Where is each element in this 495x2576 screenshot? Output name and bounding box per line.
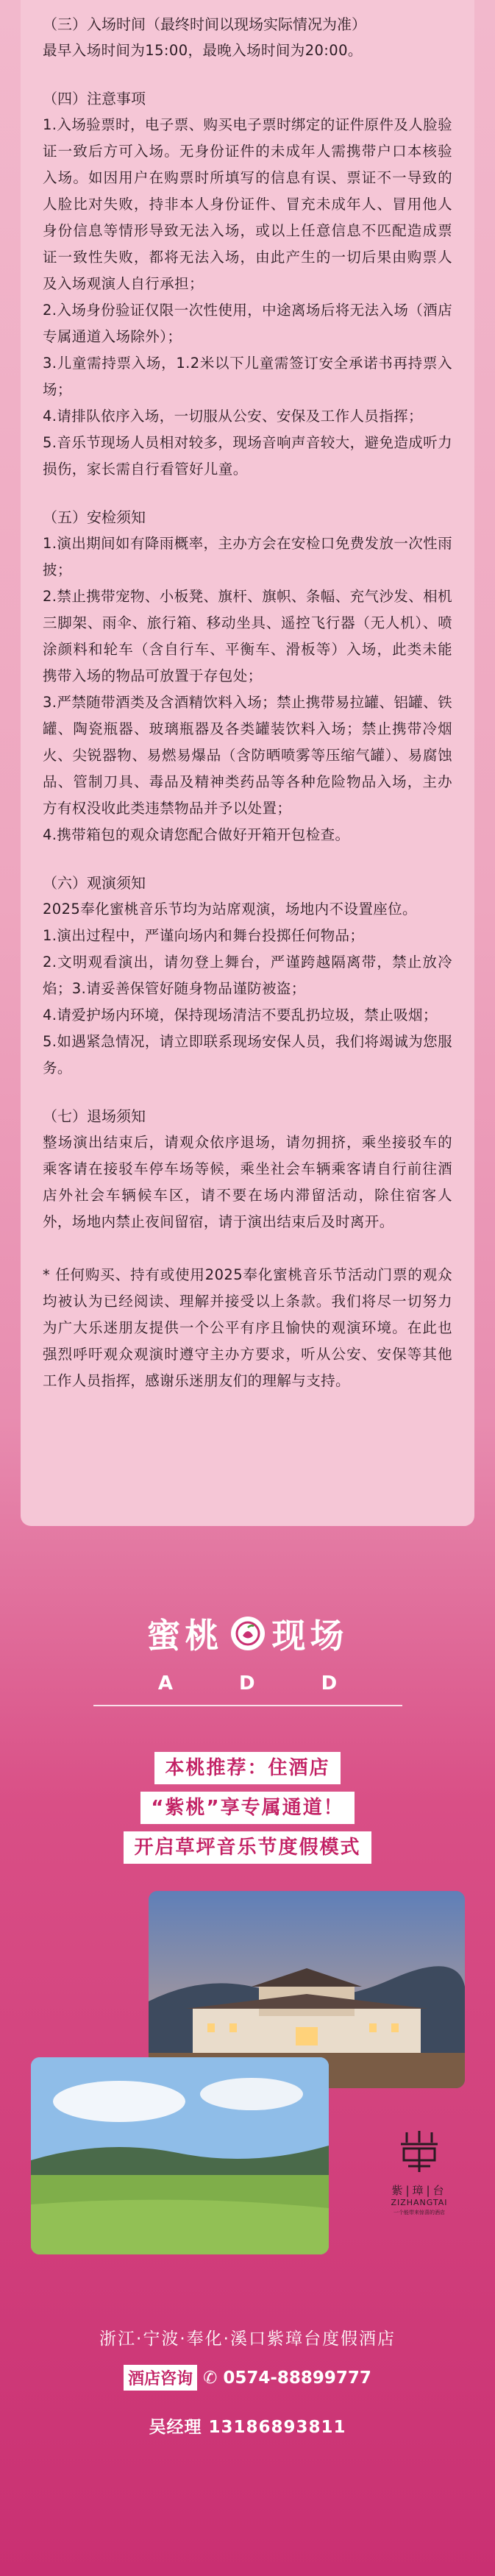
- section-paragraph: 2.禁止携带宠物、小板凳、旗杆、旗帜、条幅、充气沙发、相机三脚架、雨伞、旅行箱、移动坐具、遥控飞行器（无人机）、喷涂颜料和轮车（含自行车、平衡车、滑板等）入场，此类未能携带入场的物品可放置于存包处；: [43, 588, 452, 684]
- notice-section: [43, 505, 452, 848]
- section-paragraph: 5.音乐节现场人员相对较多，现场音响声音较大，避免造成听力损伤，家长需自行看管好儿童。: [43, 434, 452, 478]
- brand-sub-letter: D: [238, 1672, 255, 1695]
- promo-banner: 开启草坪音乐节度假模式: [124, 1831, 371, 1864]
- peach-icon: [231, 1617, 265, 1650]
- section-paragraph: 4.请排队依序入场，一切服从公安、安保及工作人员指挥；: [43, 408, 423, 425]
- section-paragraph: 2.入场身份验证仅限一次性使用，中途离场后将无法入场（酒店专属通道入场除外）；: [43, 302, 452, 345]
- brand-sub-letter: A: [157, 1672, 173, 1695]
- hotel-hotline: [0, 2365, 495, 2391]
- brand-title-left: 蜜桃: [146, 1616, 224, 1656]
- hotel-logo-name: 紫|璋|台: [391, 2184, 447, 2197]
- section-title: （六）观演须知: [43, 874, 146, 892]
- hotline-label: 酒店咨询: [124, 2365, 197, 2391]
- section-paragraph: 3.儿童需持票入场，1.2米以下儿童需签订安全承诺书再持票入场；: [43, 355, 452, 398]
- notice-section: [43, 12, 452, 64]
- section-paragraph: 4.携带箱包的观众请您配合做好开箱开包检查。: [43, 826, 350, 843]
- promo-banner: “紫桃”享专属通道！: [140, 1792, 354, 1824]
- brand-sub: [0, 1672, 495, 1695]
- section-paragraph: 5.如遇紧急情况，请立即联系现场安保人员，我们将竭诚为您服务。: [43, 1033, 452, 1076]
- hotel-logo: [368, 2126, 471, 2252]
- section-paragraph: 4.请爱护场内环境，保持现场清洁不要乱扔垃圾，禁止吸烟；: [43, 1007, 438, 1023]
- notice-sections: [43, 12, 452, 1235]
- section-paragraph: 1.演出期间如有降雨概率，主办方会在安检口免费发放一次性雨披；: [43, 535, 452, 578]
- notice-section: [43, 1104, 452, 1235]
- notice-section: [43, 870, 452, 1082]
- brand-title: [0, 1609, 495, 1658]
- section-title: （四）注意事项: [43, 90, 146, 107]
- terms-note: * 任何购买、持有或使用2025奉化蜜桃音乐节活动门票的观众均被认为已经阅读、理解并接受以上条款。我们将尽一切努力为广大乐迷朋友提供一个公平有序且愉快的观演环境。在此也强烈呼吁观众观演时遵守主办方要求，听从公安、安保等其他工作人员指挥，感谢乐迷朋友们的理解与支持。: [43, 1266, 452, 1389]
- brand-header: [0, 1609, 495, 1706]
- notice-card: [21, 0, 474, 1526]
- hotel-address: 浙江·宁波·奉化·溪口紫璋台度假酒店: [99, 2330, 396, 2349]
- promo-banners: [0, 1752, 495, 1871]
- hotel-logo-tagline: 一个能带来惊喜的酒店: [393, 2210, 445, 2215]
- hotline-number[interactable]: 0574-88899777: [223, 2368, 371, 2388]
- brand-divider: [93, 1705, 402, 1706]
- section-paragraph: 2.文明观看演出，请勿登上舞台，严谨跨越隔离带，禁止放冷焰；3.请妥善保管好随身物品谨防被盗；: [43, 954, 452, 997]
- hotel-logo-en: ZIZHANGTAI: [391, 2198, 448, 2207]
- section-paragraph: 1.入场验票时，电子票、购买电子票时绑定的证件原件及人脸验证一致后方可入场。无身份证件的未成年人需携带户口本核验入场。如因用户在购票时所填写的信息有误、票证不一导致的人脸比对失败，持非本人身份证件、冒充未成年人、冒用他人身份信息等情形导致无法入场，或以上任意信息不匹配造成票证一致性失败，都将无法入场，由此产生的一切后果由购票人及入场观演人自行承担；: [43, 116, 452, 292]
- section-paragraph: 最早入场时间为15:00，最晚入场时间为20:00。: [43, 42, 363, 59]
- brand-sub-letter: D: [321, 1672, 338, 1695]
- phone-icon: ✆: [203, 2368, 218, 2388]
- lawn-photo: [31, 2057, 329, 2254]
- manager-contact[interactable]: 吴经理 13186893811: [149, 2418, 346, 2437]
- section-paragraph: 2025奉化蜜桃音乐节均为站席观演，场地内不设置座位。: [43, 901, 417, 918]
- section-paragraph: 3.严禁随带酒类及含酒精饮料入场；禁止携带易拉罐、铝罐、铁罐、陶瓷瓶器、玻璃瓶器及各类罐装饮料入场；禁止携带冷烟火、尖锐器物、易燃易爆品（含防晒喷雾等压缩气罐）、易腐蚀品、管制刀具、毒品及精神类药品等各种危险物品入场，主办方有权没收此类违禁物品并予以处置；: [43, 694, 452, 817]
- brand-title-right: 现场: [271, 1616, 349, 1656]
- notice-section: [43, 86, 452, 483]
- section-paragraph: 1.演出过程中，严谨向场内和舞台投掷任何物品；: [43, 927, 365, 944]
- section-title: （五）安检须知: [43, 508, 146, 526]
- section-title: （三）入场时间（最终时间以现场实际情况为准）: [43, 15, 366, 33]
- zizhangtai-logo-icon: [393, 2126, 445, 2178]
- promo-banner: 本桃推荐：住酒店: [154, 1752, 340, 1784]
- section-title: （七）退场须知: [43, 1107, 146, 1125]
- section-paragraph: 整场演出结束后，请观众依序退场，请勿拥挤，乘坐接驳车的乘客请在接驳车停车场等候，乘坐社会车辆乘客请自行前往酒店外社会车辆候车区，请不要在场内滞留活动，除住宿客人外，场地内禁止夜间留宿，请于演出结束后及时离开。: [43, 1134, 452, 1230]
